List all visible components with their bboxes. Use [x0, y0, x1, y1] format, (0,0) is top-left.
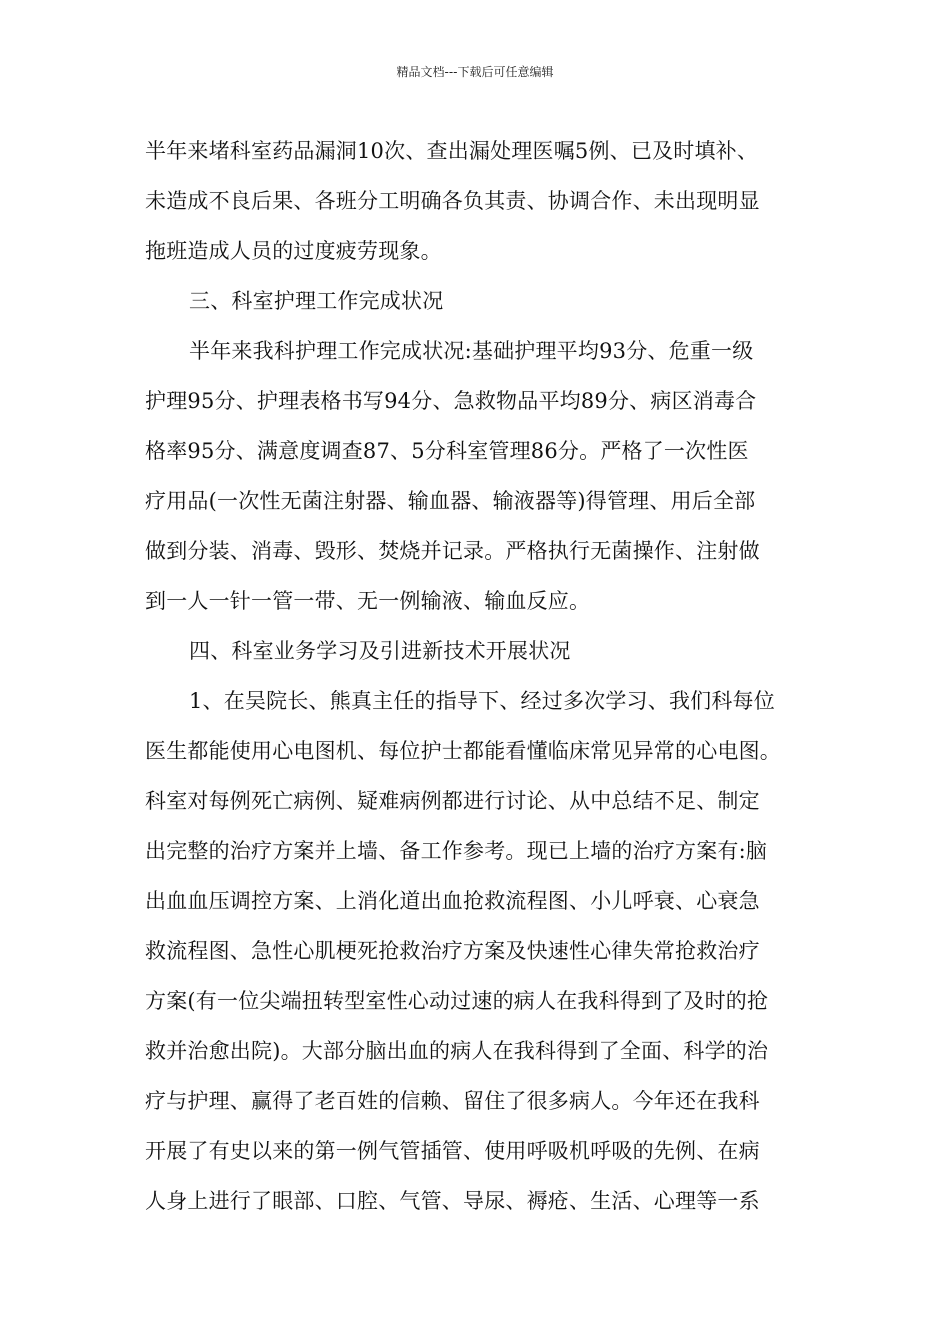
- text-line: 开展了有史以来的第一例气管插管、使用呼吸机呼吸的先例、在病: [145, 1139, 760, 1163]
- text-line: 格率95分、满意度调查87、5分科室管理86分。严格了一次性医: [145, 439, 749, 463]
- text-line: 出血血压调控方案、上消化道出血抢救流程图、小儿呼衰、心衰急: [145, 889, 760, 913]
- page-header: 精品文档---下载后可任意编辑: [396, 65, 554, 79]
- text-line: 疗与护理、赢得了老百姓的信赖、留住了很多病人。今年还在我科: [145, 1089, 760, 1113]
- text-line: 出完整的治疗方案并上墙、备工作参考。现已上墙的治疗方案有:脑: [145, 839, 768, 863]
- text-line: 方案(有一位尖端扭转型室性心动过速的病人在我科得到了及时的抢: [145, 989, 769, 1013]
- text-line: 疗用品(一次性无菌注射器、输血器、输液器等)得管理、用后全部: [145, 489, 756, 513]
- paragraph-start: 半年来我科护理工作完成状况:基础护理平均93分、危重一级: [189, 339, 754, 363]
- text-line: 拖班造成人员的过度疲劳现象。: [145, 239, 442, 263]
- section-heading: 四、科室业务学习及引进新技术开展状况: [189, 639, 571, 663]
- text-line: 救流程图、急性心肌梗死抢救治疗方案及快速性心律失常抢救治疗: [145, 939, 760, 963]
- text-line: 到一人一针一管一带、无一例输液、输血反应。: [145, 589, 591, 613]
- text-line: 半年来堵科室药品漏洞10次、查出漏处理医嘱5例、已及时填补、: [145, 139, 759, 163]
- text-line: 做到分装、消毒、毁形、焚烧并记录。严格执行无菌操作、注射做: [145, 539, 760, 563]
- text-line: 未造成不良后果、各班分工明确各负其责、协调合作、未出现明显: [145, 189, 760, 213]
- text-line: 救并治愈出院)。大部分脑出血的病人在我科得到了全面、科学的治: [145, 1039, 769, 1063]
- text-line: 人身上进行了眼部、口腔、气管、导尿、褥疮、生活、心理等一系: [145, 1189, 760, 1213]
- section-heading: 三、科室护理工作完成状况: [189, 289, 444, 313]
- text-line: 科室对每例死亡病例、疑难病例都进行讨论、从中总结不足、制定: [145, 789, 760, 813]
- document-body: [145, 126, 810, 1226]
- paragraph-start: 1、在吴院长、熊真主任的指导下、经过多次学习、我们科每位: [189, 689, 775, 713]
- text-line: 护理95分、护理表格书写94分、急救物品平均89分、病区消毒合: [145, 389, 757, 413]
- text-line: 医生都能使用心电图机、每位护士都能看懂临床常见异常的心电图。: [145, 739, 781, 763]
